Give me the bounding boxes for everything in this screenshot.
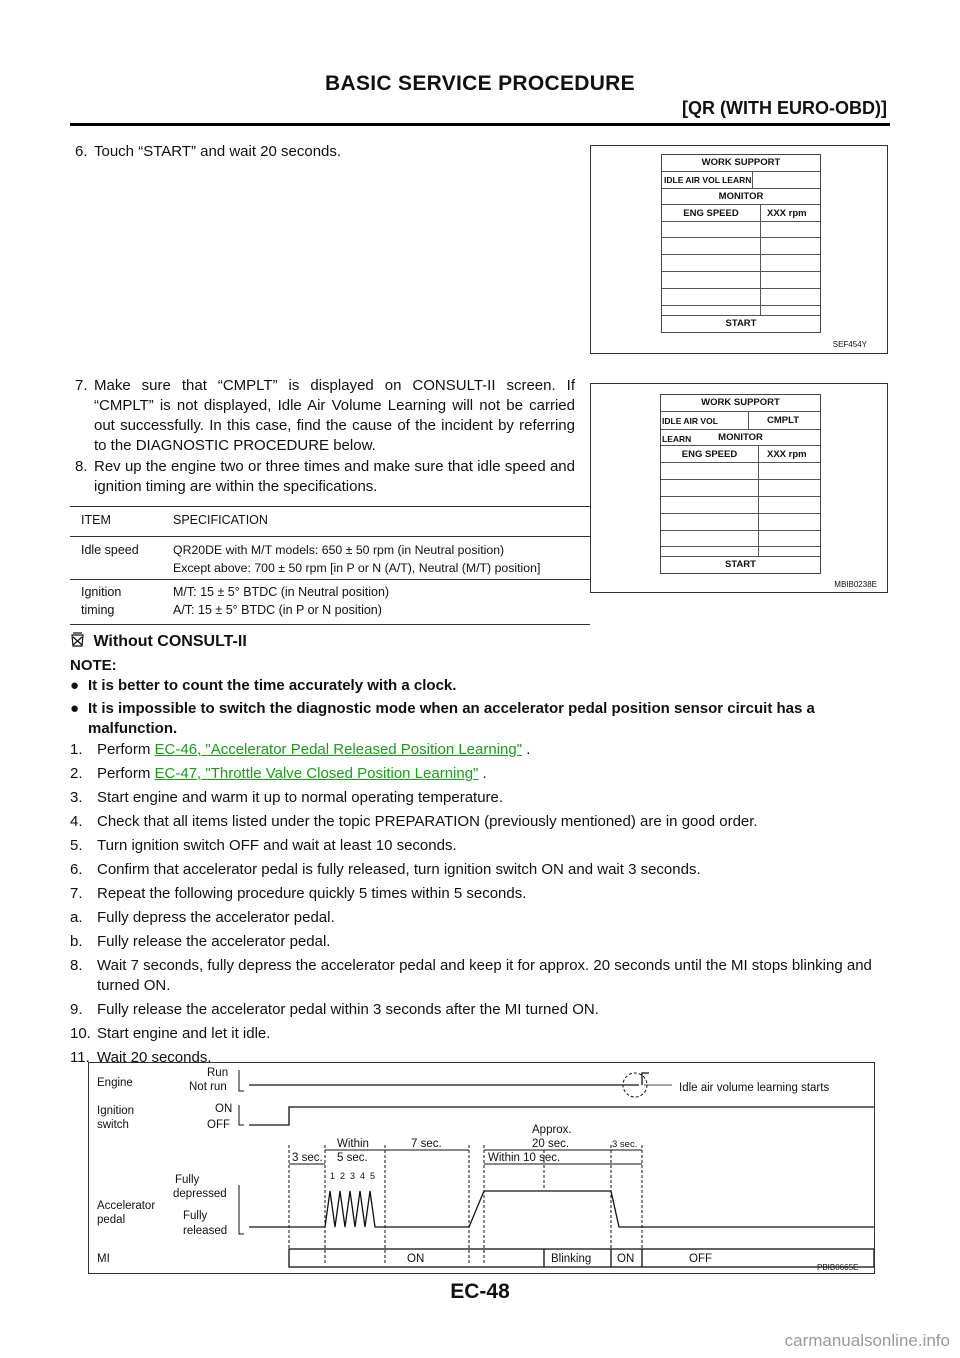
figure-code: SEF454Y (832, 340, 867, 349)
table-row (70, 537, 590, 580)
eng-speed-value: XXX rpm (767, 208, 807, 219)
item-number: 4. (70, 813, 83, 830)
list-item (70, 764, 890, 784)
item-number: 10. (70, 1025, 91, 1042)
item-text: Repeat the following procedure quickly 5 times within 5 seconds. (97, 885, 527, 902)
note-item (70, 676, 890, 696)
item-number: 6. (70, 861, 83, 878)
monitor-header: MONITOR (662, 188, 820, 205)
cmplt-status: CMPLT (767, 415, 800, 426)
item-number: a. (70, 909, 83, 926)
no-consult-icon (70, 632, 85, 653)
blank-row (662, 237, 820, 255)
eng-speed-row (661, 445, 820, 463)
eng-speed-label: ENG SPEED (662, 205, 761, 222)
label-3-sec-b: 3 sec. (612, 1139, 638, 1150)
label-off: OFF (207, 1119, 230, 1131)
idle-air-vol-label: IDLE AIR VOL LEARN (661, 412, 749, 430)
table-cell-item: Idle speed (81, 543, 139, 557)
consult-screen (661, 154, 821, 333)
timing-diagram-svg (89, 1063, 874, 1273)
item-text: Perform (97, 765, 155, 782)
label-run: Run (207, 1067, 229, 1079)
blank-row (662, 221, 820, 238)
label-approx-1: Approx. (532, 1124, 572, 1136)
spec-table-wrap (70, 506, 590, 625)
count-5: 5 (370, 1171, 376, 1181)
item-text: Fully release the accelerator pedal within 3 seconds after the MI turned ON. (97, 1001, 599, 1018)
item-number: 9. (70, 1001, 83, 1018)
figure-code: MBIB0238E (834, 580, 877, 589)
item-text: Confirm that accelerator pedal is fully released, turn ignition switch ON and wait 3 seconds. (97, 861, 701, 878)
label-7-sec: 7 sec. (411, 1138, 442, 1150)
table-cell-spec (162, 580, 590, 625)
item-text: Turn ignition switch OFF and wait at least 10 seconds. (97, 837, 457, 854)
list-item (70, 836, 890, 856)
eng-speed-value: XXX rpm (767, 449, 807, 460)
blank-row (661, 496, 820, 514)
label-switch: switch (97, 1119, 129, 1131)
label-mi: MI (97, 1253, 110, 1265)
list-item (70, 740, 890, 760)
list-item (70, 788, 890, 808)
label-fully-released-2: released (183, 1225, 228, 1237)
mi-blinking: Blinking (551, 1253, 592, 1265)
figure-consult-screen-cmplt (590, 383, 888, 593)
item-number: 8. (70, 957, 83, 974)
eng-speed-label: ENG SPEED (661, 446, 759, 463)
link-accelerator-pedal-learning[interactable]: EC-46, "Accelerator Pedal Released Position Learning" (154, 741, 523, 758)
eng-speed-row (662, 204, 820, 222)
header-rule (70, 123, 890, 126)
item-text: Wait 7 seconds, fully depress the accelerator pedal and keep it for approx. 20 seconds until the MI stops blinking and turned ON. (97, 957, 872, 994)
table-header-item: ITEM (81, 513, 111, 527)
label-fully-depressed-2: depressed (173, 1188, 227, 1200)
list-item (70, 956, 890, 996)
blank-row (661, 462, 820, 480)
spec-line: Except above: 700 ± 50 rpm [in P or N (A/T), Neutral (M/T) position] (173, 561, 541, 575)
page-title: BASIC SERVICE PROCEDURE (325, 72, 635, 95)
list-item (70, 1024, 890, 1044)
blank-row (661, 530, 820, 547)
label-within-10: Within 10 sec. (488, 1152, 561, 1164)
step-number: 8. (75, 458, 88, 475)
list-item (70, 884, 890, 904)
blank-row (662, 271, 820, 289)
blank-row (662, 254, 820, 272)
label-accelerator: Accelerator (97, 1200, 156, 1212)
count-3: 3 (350, 1171, 356, 1181)
item-number: b. (70, 933, 83, 950)
label-pedal: pedal (97, 1214, 126, 1226)
item-text: Fully release the accelerator pedal. (97, 933, 331, 950)
count-4: 4 (360, 1171, 366, 1181)
step-7 (75, 376, 575, 456)
table-header-row (70, 507, 590, 537)
procedure-list (70, 740, 890, 1068)
watermark: carmanualsonline.info (784, 1331, 950, 1350)
item-number: 2. (70, 765, 83, 782)
step-number: 7. (75, 377, 88, 394)
blank-row (661, 479, 820, 497)
list-item (70, 908, 890, 928)
note-label: NOTE: (70, 657, 117, 674)
step-text: Rev up the engine two or three times and make sure that idle speed and ignition timing are within the specifications. (94, 458, 575, 495)
timing-diagram (88, 1062, 875, 1274)
item-number: 7. (70, 885, 83, 902)
consult-screen (660, 394, 821, 574)
item-number: 11. (70, 1049, 90, 1066)
item-number: 5. (70, 837, 83, 854)
work-support-header: WORK SUPPORT (701, 157, 781, 168)
spec-table (70, 507, 590, 624)
blank-row (662, 288, 820, 306)
spec-line: A/T: 15 ± 5° BTDC (in P or N position) (173, 603, 382, 617)
start-button: START (662, 315, 820, 332)
label-3-sec: 3 sec. (292, 1152, 323, 1164)
page-subtitle: [QR (WITH EURO-OBD)] (682, 98, 887, 118)
spec-line: QR20DE with M/T models: 650 ± 50 rpm (in Neutral position) (173, 543, 505, 557)
label-within-5-2: 5 sec. (337, 1152, 368, 1164)
item-text: Perform (97, 741, 155, 758)
spec-line: M/T: 15 ± 5° BTDC (in Neutral position) (173, 585, 390, 599)
monitor-header: MONITOR (661, 429, 820, 446)
label-approx-2: 20 sec. (532, 1138, 570, 1150)
list-item (70, 1000, 890, 1020)
work-support-header: WORK SUPPORT (701, 397, 780, 408)
list-item (70, 812, 890, 832)
item-text: . (522, 741, 531, 758)
table-header-spec: SPECIFICATION (173, 513, 268, 527)
label-engine: Engine (97, 1077, 133, 1089)
note-list (70, 676, 890, 739)
mi-on-2: ON (617, 1253, 635, 1265)
item-text: Wait 20 seconds. (97, 1049, 212, 1066)
count-1: 1 (330, 1171, 336, 1181)
item-text: Start engine and warm it up to normal operating temperature. (97, 789, 504, 806)
figure-consult-screen-start (590, 145, 888, 354)
section-title: Without CONSULT-II (93, 633, 247, 650)
list-item (70, 932, 890, 952)
step-number: 6. (75, 143, 88, 160)
page-number: EC-48 (450, 1280, 510, 1303)
item-number: 3. (70, 789, 83, 806)
step-text: Make sure that “CMPLT” is displayed on CONSULT-II screen. If “CMPLT” is not displayed, Idle Air Volume Learning will not be carried out successfully. In this case, find the cause of the incident by referring to the DIAGNOSTIC PROCEDURE below. (94, 377, 575, 454)
table-cell-item: Ignition timing (81, 585, 122, 617)
item-number: 1. (70, 741, 83, 758)
label-on: ON (215, 1103, 233, 1115)
note-text: It is better to count the time accurately with a clock. (88, 677, 457, 694)
item-text: Check that all items listed under the topic PREPARATION (previously mentioned) are in good order. (97, 813, 758, 830)
note-item (70, 699, 890, 739)
table-row (70, 580, 590, 625)
step-text: Touch “START” and wait 20 seconds. (94, 143, 342, 160)
idle-air-vol-label: IDLE AIR VOL LEARN (662, 172, 753, 189)
table-cell-spec (162, 537, 590, 580)
mi-on: ON (407, 1253, 425, 1265)
start-button: START (661, 556, 820, 573)
bullet-icon: ● (70, 700, 80, 717)
link-throttle-valve-learning[interactable]: EC-47, "Throttle Valve Closed Position Learning" (154, 765, 479, 782)
list-item (70, 860, 890, 880)
label-ignition: Ignition (97, 1105, 135, 1117)
note-text: It is impossible to switch the diagnostic mode when an accelerator pedal position sensor circuit has a malfunction. (88, 700, 815, 737)
figure-code: PBIB0665E (817, 1263, 859, 1272)
step-6 (75, 142, 575, 162)
mi-off: OFF (689, 1253, 712, 1265)
item-text: Start engine and let it idle. (97, 1025, 271, 1042)
section-title-row (70, 632, 247, 653)
blank-row (661, 513, 820, 531)
item-text: . (478, 765, 487, 782)
idle-air-vol-row (662, 171, 820, 189)
label-not-run: Not run (189, 1081, 227, 1093)
label-within-5-1: Within (337, 1138, 369, 1150)
label-fully-depressed-1: Fully (175, 1174, 200, 1186)
label-idle-starts: Idle air volume learning starts (679, 1082, 830, 1094)
item-text: Fully depress the accelerator pedal. (97, 909, 335, 926)
step-8 (75, 457, 575, 497)
count-2: 2 (340, 1171, 346, 1181)
label-fully-released-1: Fully (183, 1210, 208, 1222)
bullet-icon: ● (70, 677, 80, 694)
